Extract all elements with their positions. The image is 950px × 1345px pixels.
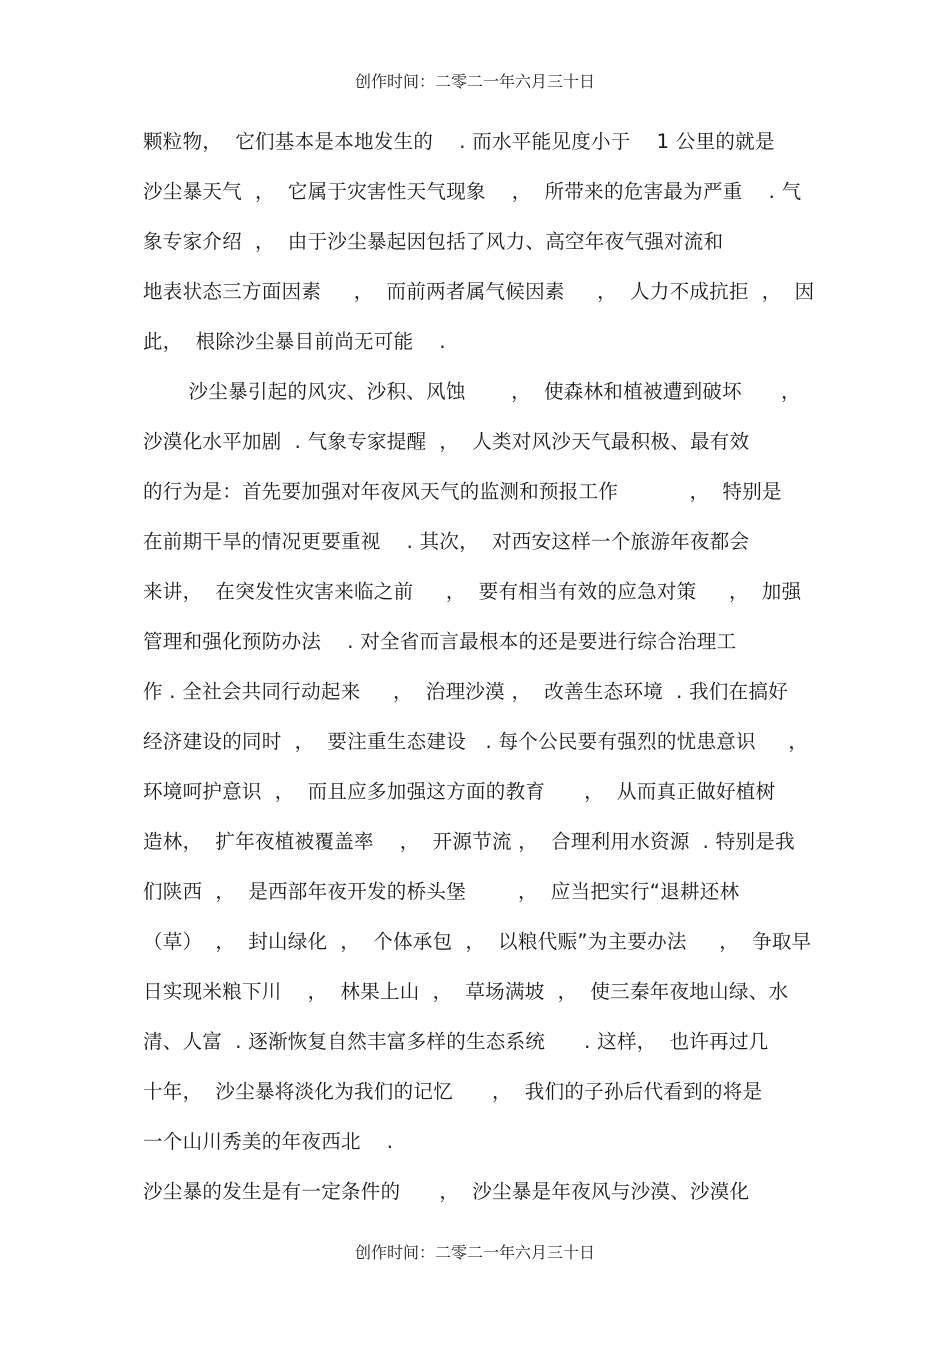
text-line: 沙尘暴天气 ， 它属于灾害性天气现象 ， 所带来的危害最为严重 . 气 xyxy=(143,180,802,203)
text-line: 日实现米粮下川 ， 林果上山 ， 草场满坡 ， 使三秦年夜地山绿、水 xyxy=(143,980,789,1003)
body-text xyxy=(143,124,843,1224)
text-line: 颗粒物， 它们基本是本地发生的 . 而水平能见度小于 1 公里的就是 xyxy=(143,130,775,153)
text-line: （草） ， 封山绿化 ， 个体承包 ， 以粮代赈”为主要办法 ， 争取早 xyxy=(143,930,812,953)
page-footer: 创作时间：二零二一年六月三十日 xyxy=(354,1243,595,1262)
page-header: 创作时间：二零二一年六月三十日 xyxy=(354,72,595,91)
text-line: 十年， 沙尘暴将淡化为我们的记忆 ， 我们的子孙后代看到的将是 xyxy=(143,1080,763,1103)
text-line: 沙尘暴引起的风灾、沙积、风蚀 ， 使森林和植被遭到破坏 ， xyxy=(143,380,801,403)
text-line: 一个山川秀美的年夜西北 . xyxy=(143,1130,394,1153)
text-line: 作 . 全社会共同行动起来 ， 治理沙漠 ， 改善生态环境 . 我们在搞好 xyxy=(143,680,789,703)
text-line: 管理和强化预防办法 . 对全省而言最根本的还是要进行综合治理工 xyxy=(143,630,737,653)
text-line: 沙尘暴的发生是有一定条件的 ， 沙尘暴是年夜风与沙漠、沙漠化 xyxy=(143,1180,750,1203)
text-line: 造林， 扩年夜植被覆盖率 ， 开源节流 ， 合理利用水资源 . 特别是我 xyxy=(143,830,795,853)
text-line: 象专家介绍 ， 由于沙尘暴起因包括了风力、高空年夜气强对流和 xyxy=(143,230,724,253)
text-line: 们陕西 ， 是西部年夜开发的桥头堡 ， 应当把实行“退耕还林 xyxy=(143,880,740,903)
text-line: 经济建设的同时 ， 要注重生态建设 . 每个公民要有强烈的忧患意识 ， xyxy=(143,730,809,753)
text-line: 的行为是：首先要加强对年夜风天气的监测和预报工作 ， 特别是 xyxy=(143,480,782,503)
text-line: 沙漠化水平加剧 . 气象专家提醒 ， 人类对风沙天气最积极、最有效 xyxy=(143,430,750,453)
text-line: 在前期干旱的情况更要重视 . 其次， 对西安这样一个旅游年夜都会 xyxy=(143,530,750,553)
text-line: 来讲， 在突发性灾害来临之前 ， 要有相当有效的应急对策 ， 加强 xyxy=(143,580,802,603)
text-line: 环境呵护意识 ， 而且应多加强这方面的教育 ， 从而真正做好植树 xyxy=(143,780,776,803)
text-line: 清、人富 . 逐渐恢复自然丰富多样的生态系统 . 这样， 也许再过几 xyxy=(143,1030,769,1053)
text-line: 地表状态三方面因素 ， 而前两者属气候因素 ， 人力不成抗拒 ， 因 xyxy=(143,280,815,303)
text-line: 此， 根除沙尘暴目前尚无可能 . xyxy=(143,330,446,353)
